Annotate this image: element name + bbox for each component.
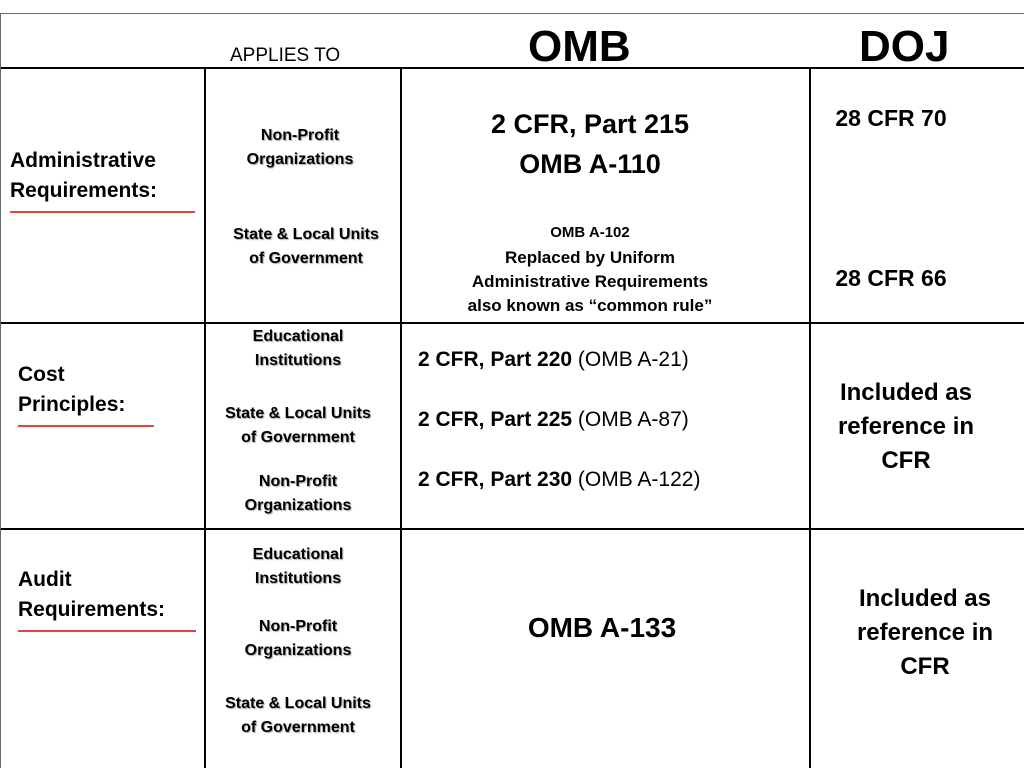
omb-audit-main: OMB A-133 — [527, 612, 677, 643]
doj-cost-text: Included as reference in CFR — [837, 379, 975, 474]
row-divider-1 — [0, 322, 1024, 324]
row-label-cost: Cost Principles: — [18, 363, 126, 416]
administrative-underline — [10, 211, 195, 213]
audit-underline — [18, 630, 196, 632]
applies-educational: Educational Institutions — [252, 546, 344, 587]
applies-state-local: State & Local Units of Government — [225, 405, 371, 446]
cost-underline — [18, 425, 154, 427]
omb-cost-item-220: 2 CFR, Part 220 (OMB A-21) — [418, 348, 689, 371]
row-label-administrative: Administrative Requirements: — [10, 149, 158, 202]
applies-nonprofit: Non-Profit Organizations — [246, 127, 354, 168]
header-omb: OMB — [528, 22, 631, 71]
applies-educational: Educational Institutions — [252, 328, 344, 369]
row-label-audit: Audit Requirements: — [18, 568, 166, 621]
doj-admin-bottom: 28 CFR 66 — [835, 265, 947, 291]
doj-audit-text: Included as reference in CFR — [856, 585, 994, 680]
omb-admin-main: 2 CFR, Part 215 OMB A-110 — [490, 109, 690, 179]
applies-nonprofit: Non-Profit Organizations — [244, 473, 352, 514]
omb-admin-sub: OMB A-102 Replaced by Uniform Administrative Requirements also known as “common rule” — [467, 224, 713, 315]
header-doj: DOJ — [859, 22, 950, 71]
applies-state-local: State & Local Units of Government — [233, 226, 379, 267]
applies-state-local: State & Local Units of Government — [225, 695, 371, 736]
applies-nonprofit: Non-Profit Organizations — [244, 618, 352, 659]
omb-cost-item-230: 2 CFR, Part 230 (OMB A-122) — [418, 468, 701, 491]
table-left-border — [0, 13, 1, 768]
table-top-border — [0, 13, 1024, 14]
omb-cost-item-225: 2 CFR, Part 225 (OMB A-87) — [418, 408, 689, 431]
row-divider-2 — [0, 528, 1024, 530]
doj-admin-top: 28 CFR 70 — [835, 105, 947, 131]
header-applies-to: APPLIES TO — [230, 45, 341, 66]
